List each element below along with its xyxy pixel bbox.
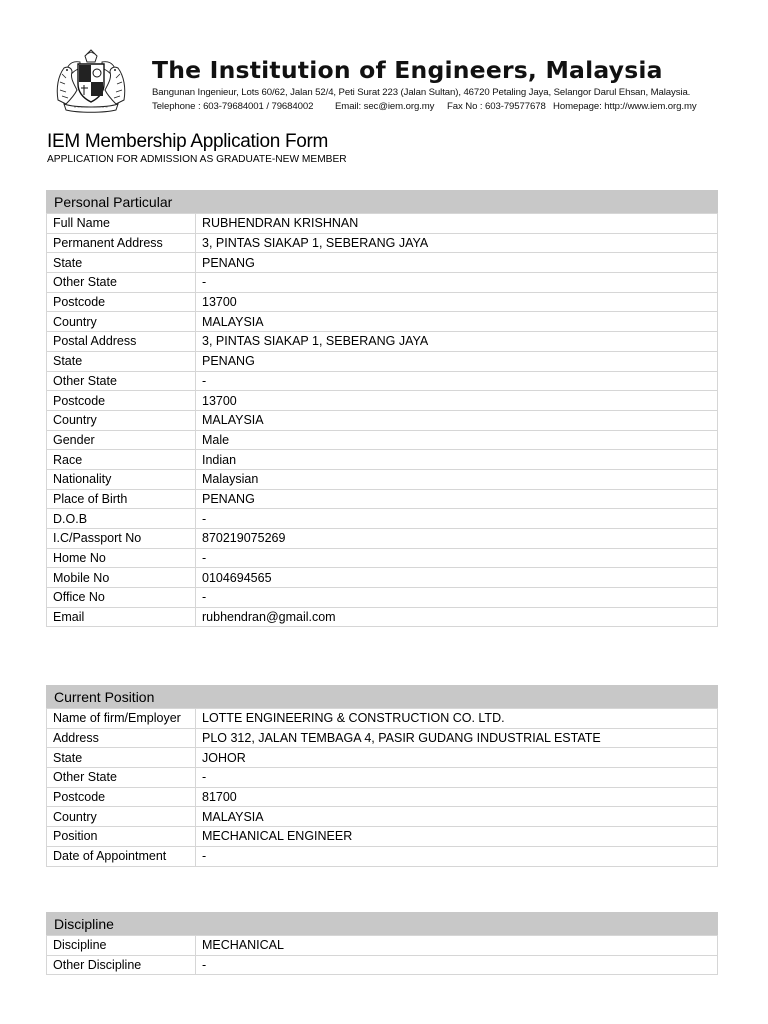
field-value: 81700 [196, 787, 718, 807]
field-label: Full Name [47, 214, 196, 234]
field-value: MECHANICAL [196, 936, 718, 956]
field-value: Male [196, 430, 718, 450]
field-value: - [196, 768, 718, 788]
field-label: Gender [47, 430, 196, 450]
field-value: - [196, 371, 718, 391]
table-row [47, 827, 718, 847]
field-value: JOHOR [196, 748, 718, 768]
table-row [47, 469, 718, 489]
table-row [47, 787, 718, 807]
organization-address: Bangunan Ingenieur, Lots 60/62, Jalan 52/4, Peti Surat 223 (Jalan Sultan), 46720 Petaling Jaya, Selangor Darul Ehsan, Malaysia. [152, 87, 691, 98]
section-header-personal: Personal Particular [46, 190, 718, 213]
field-value: RUBHENDRAN KRISHNAN [196, 214, 718, 234]
table-row [47, 588, 718, 608]
field-value: PENANG [196, 489, 718, 509]
table-row [47, 410, 718, 430]
field-label: Other Discipline [47, 955, 196, 975]
email-text: Email: sec@iem.org.my [335, 101, 435, 112]
discipline-table [46, 935, 718, 975]
field-label: Discipline [47, 936, 196, 956]
table-row [47, 529, 718, 549]
table-row [47, 371, 718, 391]
field-value: 13700 [196, 292, 718, 312]
field-label: Other State [47, 768, 196, 788]
field-label: Other State [47, 273, 196, 293]
field-value: - [196, 846, 718, 866]
discipline-section [46, 912, 718, 975]
table-row [47, 430, 718, 450]
table-row [47, 233, 718, 253]
table-row [47, 709, 718, 729]
field-label: Permanent Address [47, 233, 196, 253]
field-value: MECHANICAL ENGINEER [196, 827, 718, 847]
field-label: State [47, 748, 196, 768]
field-value: LOTTE ENGINEERING & CONSTRUCTION CO. LTD. [196, 709, 718, 729]
field-value: MALAYSIA [196, 807, 718, 827]
field-value: - [196, 588, 718, 608]
current-position-table [46, 708, 718, 867]
field-value: - [196, 548, 718, 568]
table-row [47, 568, 718, 588]
field-label: Date of Appointment [47, 846, 196, 866]
table-row [47, 332, 718, 352]
field-value: 0104694565 [196, 568, 718, 588]
field-label: Race [47, 450, 196, 470]
field-value: - [196, 273, 718, 293]
personal-particular-table [46, 213, 718, 627]
section-header-discipline: Discipline [46, 912, 718, 935]
field-label: Mobile No [47, 568, 196, 588]
section-header-position: Current Position [46, 685, 718, 708]
field-label: Office No [47, 588, 196, 608]
field-label: State [47, 351, 196, 371]
table-row [47, 748, 718, 768]
telephone-text: Telephone : 603-79684001 / 79684002 [152, 101, 314, 112]
field-label: Address [47, 728, 196, 748]
homepage-text: Homepage: http://www.iem.org.my [553, 101, 697, 112]
table-row [47, 846, 718, 866]
field-value: 870219075269 [196, 529, 718, 549]
field-label: Country [47, 410, 196, 430]
field-label: Country [47, 312, 196, 332]
field-value: 3, PINTAS SIAKAP 1, SEBERANG JAYA [196, 233, 718, 253]
field-value: PENANG [196, 253, 718, 273]
table-row [47, 509, 718, 529]
field-value: - [196, 509, 718, 529]
field-label: Postcode [47, 787, 196, 807]
table-row [47, 768, 718, 788]
field-label: Country [47, 807, 196, 827]
letterhead [50, 48, 730, 116]
table-row [47, 548, 718, 568]
table-row [47, 807, 718, 827]
field-value: - [196, 955, 718, 975]
field-label: Home No [47, 548, 196, 568]
field-label: Name of firm/Employer [47, 709, 196, 729]
table-row [47, 391, 718, 411]
field-label: Nationality [47, 469, 196, 489]
field-label: State [47, 253, 196, 273]
field-value: rubhendran@gmail.com [196, 607, 718, 627]
field-value: 13700 [196, 391, 718, 411]
table-row [47, 351, 718, 371]
current-position-section [46, 685, 718, 867]
table-row [47, 607, 718, 627]
form-subtitle: APPLICATION FOR ADMISSION AS GRADUATE-NEW MEMBER [47, 154, 347, 165]
field-label: Place of Birth [47, 489, 196, 509]
field-label: Postcode [47, 292, 196, 312]
field-label: Postcode [47, 391, 196, 411]
fax-text: Fax No : 603-79577678 [447, 101, 546, 112]
table-row [47, 955, 718, 975]
field-value: Malaysian [196, 469, 718, 489]
field-value: PENANG [196, 351, 718, 371]
field-label: I.C/Passport No [47, 529, 196, 549]
table-row [47, 312, 718, 332]
form-title: IEM Membership Application Form [47, 131, 329, 152]
personal-particular-section [46, 190, 718, 627]
field-value: MALAYSIA [196, 410, 718, 430]
table-row [47, 450, 718, 470]
table-row [47, 253, 718, 273]
field-label: D.O.B [47, 509, 196, 529]
iem-crest-logo [50, 48, 132, 114]
field-label: Email [47, 607, 196, 627]
table-row [47, 728, 718, 748]
field-label: Other State [47, 371, 196, 391]
field-value: PLO 312, JALAN TEMBAGA 4, PASIR GUDANG INDUSTRIAL ESTATE [196, 728, 718, 748]
field-value: Indian [196, 450, 718, 470]
field-value: 3, PINTAS SIAKAP 1, SEBERANG JAYA [196, 332, 718, 352]
organization-name: The Institution of Engineers, Malaysia [152, 56, 663, 84]
field-label: Postal Address [47, 332, 196, 352]
table-row [47, 489, 718, 509]
table-row [47, 292, 718, 312]
field-value: MALAYSIA [196, 312, 718, 332]
field-label: Position [47, 827, 196, 847]
organization-contact [152, 101, 697, 112]
table-row [47, 214, 718, 234]
table-row [47, 936, 718, 956]
table-row [47, 273, 718, 293]
